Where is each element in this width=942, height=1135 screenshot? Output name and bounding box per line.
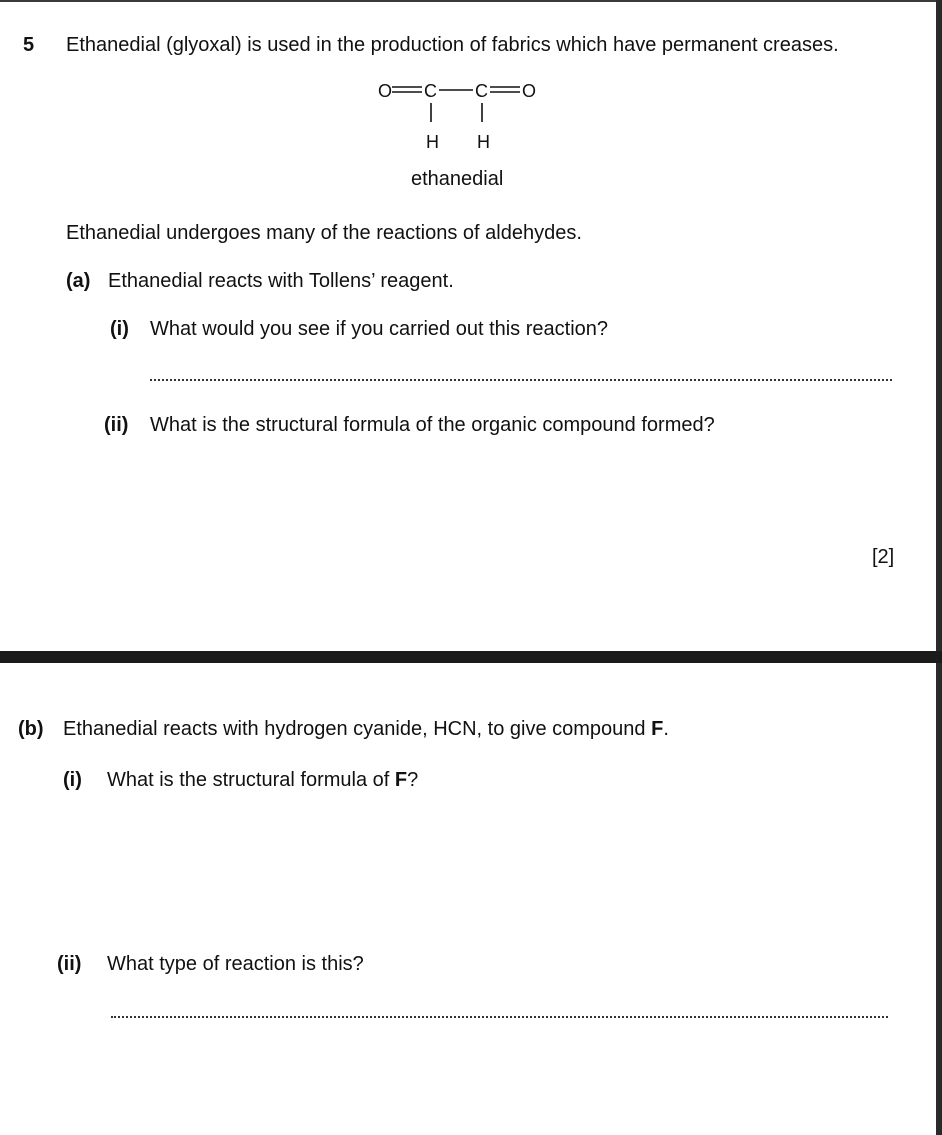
atom-o-left: O	[378, 81, 393, 101]
question-number: 5	[23, 34, 35, 56]
part-b-i-label: (i)	[63, 769, 82, 791]
right-edge	[936, 663, 942, 1135]
atom-o-right: O	[522, 81, 537, 101]
page-divider	[0, 651, 942, 663]
compound-f-label: F	[394, 769, 408, 791]
atom-c-left: C	[424, 81, 437, 101]
part-b-ii-label: (ii)	[57, 953, 82, 975]
part-b-ii-text: What type of reaction is this?	[107, 953, 364, 975]
structure-caption: ethanedial	[411, 168, 504, 190]
part-a-label: (a)	[66, 270, 91, 292]
atom-c-right: C	[475, 81, 488, 101]
right-edge	[936, 0, 942, 651]
part-a-i-text: What would you see if you carried out this reaction?	[150, 318, 609, 340]
marks-label: [2]	[872, 546, 895, 568]
top-edge	[0, 0, 942, 2]
answer-line-b-ii[interactable]	[111, 1016, 888, 1018]
part-a-i-label: (i)	[110, 318, 129, 340]
part-a-ii-label: (ii)	[104, 414, 129, 436]
question-intro: Ethanedial (glyoxal) is used in the production of fabrics which have permanent creases.	[66, 34, 839, 56]
part-b-text: Ethanedial reacts with hydrogen cyanide, HCN, to give compound F.	[63, 718, 669, 740]
atom-h-left: H	[426, 132, 439, 152]
ethanedial-structure	[360, 70, 560, 160]
part-b-i-text: What is the structural formula of F?	[107, 769, 419, 791]
part-a-text: Ethanedial reacts with Tollens’ reagent.	[108, 270, 454, 292]
compound-f-label: F	[651, 718, 664, 740]
answer-line-a-i[interactable]	[150, 379, 892, 381]
part-b-label: (b)	[18, 718, 44, 740]
part-a-ii-text: What is the structural formula of the organic compound formed?	[150, 414, 715, 436]
question-context: Ethanedial undergoes many of the reactions of aldehydes.	[66, 222, 582, 244]
atom-h-right: H	[477, 132, 490, 152]
